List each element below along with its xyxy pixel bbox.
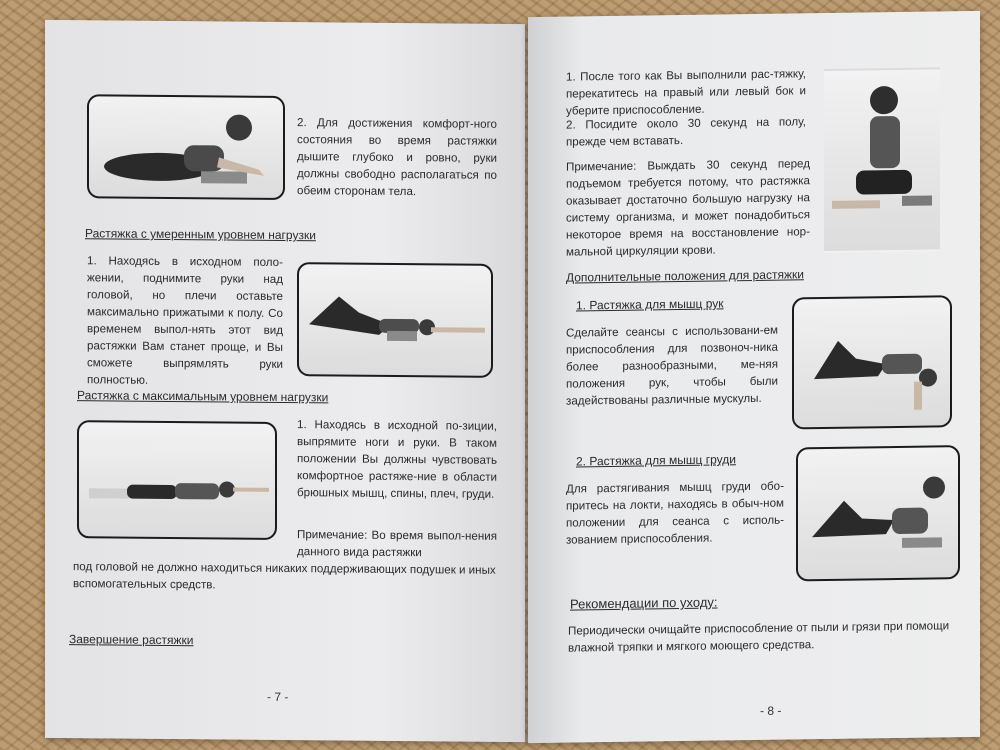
photo-arms-overhead	[297, 262, 493, 378]
photo-full-stretch	[77, 420, 277, 540]
list-item-2: 2. Посидите около 30 секунд на полу, прежде чем вставать.	[566, 115, 806, 149]
heading-moderate-load: Растяжка с умеренным уровнем нагрузки	[85, 226, 316, 243]
item2-text: 2. Для достижения комфорт-ного состояния во время растяжки дышите глубоко и ровно, руки должны свободно располагаться по обеим сторонам тела.	[297, 116, 497, 199]
arms-text: Сделайте сеансы с использовани-ем приспособления для позвоноч-ника более разнообразными, ме-няя положения рук, чтобы были задействованы различные мускулы.	[566, 323, 778, 408]
right-page	[528, 11, 980, 743]
heading-max-load: Растяжка с максимальным уровнем нагрузки	[77, 388, 329, 405]
photo-chest-stretch	[796, 445, 960, 581]
note-continuation: под головой не должно находиться никаких поддерживающих подушек и иных вспомогательных средств.	[73, 560, 496, 592]
sub-heading-arms: 1. Растяжка для мышц рук	[576, 296, 724, 313]
page-number-right: - 8 -	[760, 703, 782, 718]
heading-care: Рекомендации по уходу:	[570, 594, 718, 612]
photo-kneeling-woman	[824, 67, 940, 253]
left-page	[45, 20, 525, 742]
list-item-1: 1. После того как Вы выполнили рас-тяжку, перекатитесь на правый или левый бок и уберите приспособление.	[566, 67, 806, 118]
item1-moderate-text: 1. Находясь в исходном поло-жении, поднимите руки над головой, но плечи оставьте максимально прижатыми к полу. Со временем выпол-нять этот вид растяжки Вам станет проще, и Вы сможете выпрямлять руки полностью.	[87, 254, 283, 387]
page-number-left: - 7 -	[267, 689, 289, 705]
heading-finish: Завершение растяжки	[69, 632, 194, 648]
chest-text: Для растягивания мышц груди обо-притесь на локти, находясь в обыч-ном положении для сеанса с исполь-зованием приспособления.	[566, 479, 784, 547]
item1-max-text: 1. Находясь в исходной по-зиции, выпрямите ноги и руки. В таком положении Вы должны чувствовать комфортное растяже-ние в области брюшных мышц, спины, плеч, груди.	[297, 418, 497, 501]
note-text: Примечание: Во время выпол-нения данного вида растяжки	[297, 528, 497, 560]
care-text: Периодически очищайте приспособление от пыли и грязи при помощи влажной тряпки и мягкого моющего средства.	[568, 619, 950, 655]
heading-additional: Дополнительные положения для растяжки	[566, 267, 804, 285]
sub-heading-chest: 2. Растяжка для мышц груди	[576, 452, 736, 469]
photo-arms-variation	[792, 295, 952, 429]
note-text-right: Примечание: Выждать 30 секунд перед подъемом требуется потому, что растяжка оказывает достаточно большую нагрузку на систему организма, и может понадобиться некоторое время на восстановление нор-мальной циркуляции крови.	[566, 157, 810, 259]
photo-reclining-woman	[87, 94, 285, 200]
